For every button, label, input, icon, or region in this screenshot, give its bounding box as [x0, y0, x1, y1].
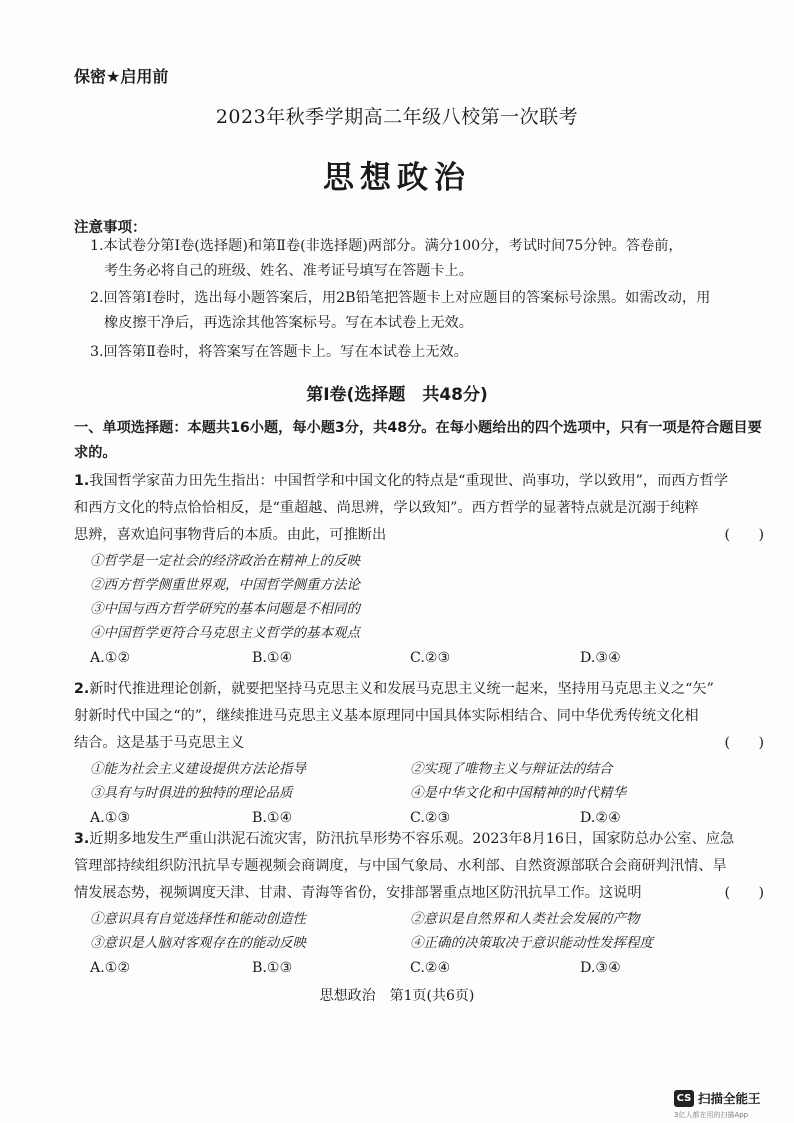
- statement: ①意识具有自觉选择性和能动创造性: [90, 911, 306, 927]
- answer-bracket: ( ): [724, 527, 764, 543]
- subject-title: 思想政治: [323, 160, 471, 196]
- choice-d: D.③④: [580, 960, 621, 976]
- note-line: 3.回答第Ⅱ卷时，将答案写在答题卡上。写在本试卷上无效。: [90, 344, 468, 360]
- choice-c: C.②③: [410, 650, 451, 666]
- question-2: [74, 676, 766, 831]
- statements-row: [74, 931, 766, 955]
- watermark-tagline: 3亿人都在用的扫描App: [674, 1111, 749, 1119]
- question-stem: 思辨，喜欢追问事物背后的本质。由此，可推断出: [74, 527, 387, 543]
- statement: ②意识是自然界和人类社会发展的产物: [410, 911, 640, 927]
- statements-row: [74, 757, 766, 781]
- answer-bracket: ( ): [724, 885, 764, 901]
- choice-d: D.③④: [580, 650, 621, 666]
- question-stem: 和西方文化的特点恰恰相反，是“重超越、尚思辨，学以致知”。西方哲学的显著特点就是沉溺于纯粹: [74, 500, 699, 516]
- section-title: 第Ⅰ卷(选择题 共48分): [306, 385, 488, 405]
- note-line: 1.本试卷分第Ⅰ卷(选择题)和第Ⅱ卷(非选择题)两部分。满分100分，考试时间75分钟。答卷前，: [90, 238, 683, 254]
- question-stem: 新时代推进理论创新，就要把坚持马克思主义和发展马克思主义统一起来，坚持用马克思主义之“矢”: [89, 681, 714, 697]
- question-stem: 射新时代中国之“的”，继续推进马克思主义基本原理同中国具体实际相结合、同中华优秀传统文化相: [74, 708, 699, 724]
- statement: ④中国哲学更符合马克思主义哲学的基本观点: [90, 625, 360, 641]
- statement: ③具有与时俱进的独特的理论品质: [90, 785, 293, 801]
- page-footer: 思想政治 第1页(共6页): [319, 988, 475, 1004]
- statements-row: [74, 907, 766, 931]
- statement: ④正确的决策取决于意识能动性发挥程度: [410, 935, 653, 951]
- question-stem: 管理部持续组织防汛抗旱专题视频会商调度，与中国气象局、水利部、自然资源部联合会商研判汛情、旱: [74, 858, 727, 874]
- question-stem: 情发展态势，视频调度天津、甘肃、青海等省份，安排部署重点地区防汛抗旱工作。这说明: [74, 885, 642, 901]
- part-instructions: 一、单项选择题：本题共16小题，每小题3分，共48分。在每小题给出的四个选项中，只有一项是符合题目要求的。: [74, 420, 762, 461]
- statement: ①能为社会主义建设提供方法论指导: [90, 761, 306, 777]
- choice-a: A.①③: [90, 810, 131, 826]
- camscanner-logo-icon: CS: [674, 1090, 694, 1107]
- note-item: [90, 286, 760, 336]
- question-number: 2.: [74, 681, 90, 697]
- statement: ③意识是人脑对客观存在的能动反映: [90, 935, 306, 951]
- note-item: [90, 234, 760, 284]
- note-line: 考生务必将自己的班级、姓名、准考证号填写在答题卡上。: [104, 263, 473, 279]
- choice-d: D.②④: [580, 810, 621, 826]
- question-stem: 结合。这是基于马克思主义: [74, 735, 245, 751]
- answer-bracket: ( ): [724, 735, 764, 751]
- question-stem: 我国哲学家苗力田先生指出：中国哲学和中国文化的特点是“重现世、尚事功，学以致用”，而西方哲学: [89, 473, 729, 489]
- exam-title: 2023年秋季学期高二年级八校第一次联考: [215, 106, 579, 128]
- question-3: [74, 826, 766, 981]
- choices-row: [74, 955, 766, 981]
- watermark-name: 扫描全能王: [698, 1091, 761, 1106]
- choice-b: B.①④: [252, 650, 293, 666]
- choice-a: A.①②: [90, 960, 131, 976]
- statement: ③中国与西方哲学研究的基本问题是不相同的: [90, 601, 360, 617]
- note-line: 橡皮擦干净后，再选涂其他答案标号。写在本试卷上无效。: [104, 315, 473, 331]
- confidential-label: 保密★启用前: [74, 67, 169, 86]
- statement: ④是中华文化和中国精神的时代精华: [410, 785, 626, 801]
- question-number: 1.: [74, 473, 90, 489]
- choice-c: C.②④: [410, 960, 451, 976]
- statement: ①哲学是一定社会的经济政治在精神上的反映: [90, 553, 360, 569]
- choice-a: A.①②: [90, 650, 131, 666]
- choice-b: B.①④: [252, 810, 293, 826]
- note-item: [90, 340, 760, 365]
- scanner-watermark: [674, 1090, 784, 1120]
- question-1: [74, 468, 766, 671]
- choice-c: C.②③: [410, 810, 451, 826]
- statement: ②西方哲学侧重世界观，中国哲学侧重方法论: [90, 577, 360, 593]
- statements-row: [74, 781, 766, 805]
- choice-b: B.①③: [252, 960, 293, 976]
- statement: ②实现了唯物主义与辩证法的结合: [410, 761, 613, 777]
- notes-title: 注意事项：: [74, 220, 147, 236]
- question-number: 3.: [74, 831, 90, 847]
- choices-row: [74, 645, 766, 671]
- note-line: 2.回答第Ⅰ卷时，选出每小题答案后，用2B铅笔把答题卡上对应题目的答案标号涂黑。如需改动，用: [90, 290, 711, 306]
- question-stem: 近期多地发生严重山洪泥石流灾害，防汛抗旱形势不容乐观。2023年8月16日，国家防总办公室、应急: [89, 831, 735, 847]
